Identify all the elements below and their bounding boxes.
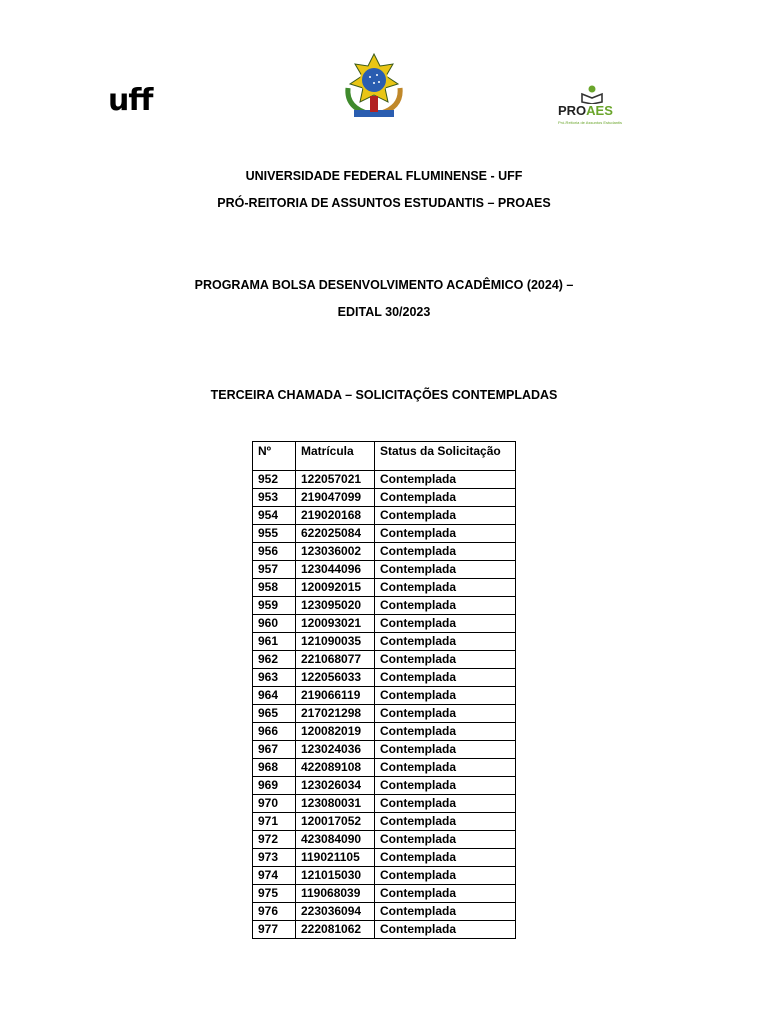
row-number: 973 (253, 849, 296, 867)
row-status: Contemplada (375, 471, 516, 489)
row-matricula: 219020168 (296, 507, 375, 525)
row-status: Contemplada (375, 741, 516, 759)
row-status: Contemplada (375, 579, 516, 597)
row-status: Contemplada (375, 795, 516, 813)
row-status: Contemplada (375, 507, 516, 525)
row-matricula: 217021298 (296, 705, 375, 723)
row-number: 976 (253, 903, 296, 921)
table-row (253, 921, 516, 939)
row-matricula: 119068039 (296, 885, 375, 903)
row-status: Contemplada (375, 705, 516, 723)
table-row (253, 885, 516, 903)
row-number: 967 (253, 741, 296, 759)
row-number: 955 (253, 525, 296, 543)
row-matricula: 120082019 (296, 723, 375, 741)
row-number: 971 (253, 813, 296, 831)
table-row (253, 759, 516, 777)
table-row (253, 723, 516, 741)
row-number: 969 (253, 777, 296, 795)
row-number: 963 (253, 669, 296, 687)
row-status: Contemplada (375, 849, 516, 867)
row-matricula: 121015030 (296, 867, 375, 885)
row-number: 966 (253, 723, 296, 741)
row-number: 965 (253, 705, 296, 723)
edital-title: EDITAL 30/2023 (337, 305, 431, 319)
row-status: Contemplada (375, 615, 516, 633)
table-header-row (253, 442, 516, 471)
row-matricula: 622025084 (296, 525, 375, 543)
row-matricula: 423084090 (296, 831, 375, 849)
uff-logo (108, 83, 174, 118)
row-status: Contemplada (375, 669, 516, 687)
table-row (253, 903, 516, 921)
column-header-number: Nº (253, 442, 296, 471)
row-matricula: 222081062 (296, 921, 375, 939)
row-number: 977 (253, 921, 296, 939)
row-number: 972 (253, 831, 296, 849)
table-row (253, 831, 516, 849)
row-number: 960 (253, 615, 296, 633)
book-person-icon (580, 84, 604, 104)
row-matricula: 221068077 (296, 651, 375, 669)
table-row (253, 849, 516, 867)
table-row (253, 597, 516, 615)
row-number: 956 (253, 543, 296, 561)
row-status: Contemplada (375, 723, 516, 741)
brazil-coat-of-arms-logo (340, 52, 408, 122)
program-title: PROGRAMA BOLSA DESENVOLVIMENTO ACADÊMICO (2024) – (194, 278, 574, 292)
column-header-status: Status da Solicitação (375, 442, 516, 471)
row-matricula: 123080031 (296, 795, 375, 813)
row-number: 970 (253, 795, 296, 813)
row-number: 952 (253, 471, 296, 489)
row-number: 959 (253, 597, 296, 615)
row-matricula: 120017052 (296, 813, 375, 831)
row-matricula: 123044096 (296, 561, 375, 579)
table-row (253, 579, 516, 597)
column-header-matricula: Matrícula (296, 442, 375, 471)
row-status: Contemplada (375, 561, 516, 579)
row-number: 975 (253, 885, 296, 903)
table-row (253, 651, 516, 669)
table-row (253, 813, 516, 831)
row-matricula: 121090035 (296, 633, 375, 651)
results-table (252, 441, 516, 939)
row-number: 953 (253, 489, 296, 507)
row-number: 968 (253, 759, 296, 777)
table-row (253, 525, 516, 543)
table-row (253, 705, 516, 723)
table-row (253, 471, 516, 489)
row-matricula: 223036094 (296, 903, 375, 921)
row-number: 961 (253, 633, 296, 651)
table-row (253, 687, 516, 705)
table-row (253, 507, 516, 525)
table-row (253, 867, 516, 885)
row-number: 964 (253, 687, 296, 705)
row-status: Contemplada (375, 831, 516, 849)
row-matricula: 120092015 (296, 579, 375, 597)
proaes-logo-text: PROAES (558, 103, 613, 118)
department-title: PRÓ-REITORIA DE ASSUNTOS ESTUDANTIS – PROAES (217, 196, 551, 210)
row-matricula: 120093021 (296, 615, 375, 633)
row-matricula: 123036002 (296, 543, 375, 561)
row-status: Contemplada (375, 489, 516, 507)
table-row (253, 795, 516, 813)
row-number: 958 (253, 579, 296, 597)
row-status: Contemplada (375, 903, 516, 921)
row-status: Contemplada (375, 921, 516, 939)
row-status: Contemplada (375, 867, 516, 885)
row-matricula: 119021105 (296, 849, 375, 867)
row-matricula: 219047099 (296, 489, 375, 507)
proaes-logo (556, 84, 628, 128)
table-row (253, 561, 516, 579)
row-number: 974 (253, 867, 296, 885)
row-status: Contemplada (375, 813, 516, 831)
row-status: Contemplada (375, 543, 516, 561)
row-status: Contemplada (375, 633, 516, 651)
row-status: Contemplada (375, 597, 516, 615)
row-status: Contemplada (375, 687, 516, 705)
row-matricula: 219066119 (296, 687, 375, 705)
row-matricula: 122056033 (296, 669, 375, 687)
call-title: TERCEIRA CHAMADA – SOLICITAÇÕES CONTEMPLADAS (210, 388, 558, 402)
row-number: 954 (253, 507, 296, 525)
row-status: Contemplada (375, 777, 516, 795)
row-matricula: 123095020 (296, 597, 375, 615)
table-row (253, 489, 516, 507)
row-status: Contemplada (375, 651, 516, 669)
row-number: 962 (253, 651, 296, 669)
row-matricula: 123026034 (296, 777, 375, 795)
row-status: Contemplada (375, 759, 516, 777)
row-status: Contemplada (375, 525, 516, 543)
table-row (253, 615, 516, 633)
table-row (253, 543, 516, 561)
table-row (253, 777, 516, 795)
proaes-tagline: Pró-Reitoria de Assuntos Estudantis (558, 120, 623, 125)
uff-logo-text: uff (108, 83, 153, 118)
table-row (253, 633, 516, 651)
row-number: 957 (253, 561, 296, 579)
table-row (253, 669, 516, 687)
institution-title: UNIVERSIDADE FEDERAL FLUMINENSE - UFF (245, 169, 523, 183)
table-row (253, 741, 516, 759)
row-status: Contemplada (375, 885, 516, 903)
row-matricula: 422089108 (296, 759, 375, 777)
row-matricula: 123024036 (296, 741, 375, 759)
row-matricula: 122057021 (296, 471, 375, 489)
